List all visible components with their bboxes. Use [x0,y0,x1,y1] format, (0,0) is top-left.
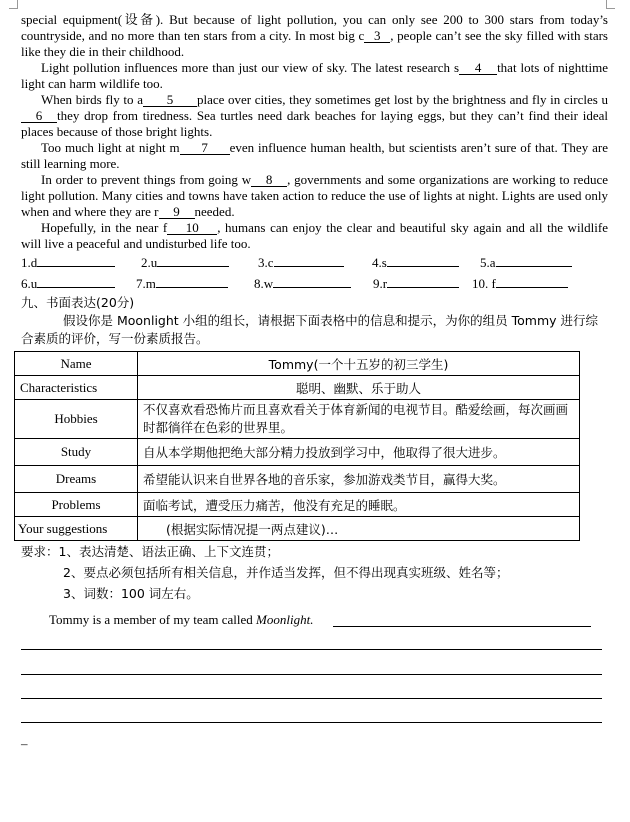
section-title: 九、书面表达(20分) [21,295,135,310]
blank-5: 5 [143,93,197,107]
passage-text: Light pollution influences more than just our view of sky. The latest research s [41,60,460,75]
answer-10 [472,275,568,292]
answer-line[interactable] [273,275,351,288]
answer-5 [480,254,572,271]
blank-8: 8 [251,173,287,187]
writing-line[interactable] [21,674,602,675]
blank-6: 6 [21,109,57,123]
answer-line[interactable] [387,254,459,267]
section-intro: 假设你是 Moonlight 小组的组长，请根据下面表格中的信息和提示，为你的组员 Tommy 进行综合素质的评价，写一份素质报告。 [21,313,599,346]
row-label-study: Study [15,439,138,466]
passage-paragraph-5 [21,172,608,220]
table-row [15,400,580,439]
passage-text: special equipment(设备). But because of light pollution, you can only see 200 to 300 stars from today’s countryside, and no more than ten stars from a city. In most big c [21,12,608,43]
answer-label: 3.c [258,255,274,270]
passage-text: , governments and some organizations are working to reduce light pollution. Many cities and towns have taken action to reduce the use of lights at night. Lights are used only when and where they are r [21,172,608,219]
answer-label: 6.u [21,276,38,291]
answer-8 [254,275,351,292]
requirement-3: 3、词数：100 词左右。 [63,586,199,601]
passage-text: Hopefully, in the near f [41,220,168,235]
trailing-mark: – [21,736,28,751]
answer-3 [258,254,344,271]
passage-text: In order to prevent things from going w [41,172,252,187]
document-page [18,12,608,604]
row-label-name: Name [15,352,138,376]
answer-line[interactable] [496,254,572,267]
table-row [15,352,580,376]
passage-text: needed. [194,204,235,219]
answer-label: 5.a [480,255,496,270]
writing-line-first[interactable] [333,626,591,627]
writing-line[interactable] [21,698,602,699]
passage-paragraph-1 [21,12,608,60]
row-label-suggestions: Your suggestions [15,517,138,541]
table-row [15,466,580,493]
table-row [15,517,580,541]
row-label-characteristics: Characteristics [15,376,138,400]
answer-line[interactable] [157,254,229,267]
writing-start-italic: Moonlight. [256,612,314,627]
passage-text: they drop from tiredness. Sea turtles need dark beaches for laying eggs, but they can’t find their ideal places because of those bright lights. [21,108,608,139]
answer-label: 7.m [136,276,156,291]
writing-start-line [49,612,313,628]
answer-row-1 [21,252,608,273]
answer-label: 8.w [254,276,274,291]
table-row [15,376,580,400]
row-value-characteristics: 聪明、幽默、乐于助人 [138,376,580,400]
passage-text: even influence human health, but scientists aren’t sure of that. They are still learning more. [21,140,608,171]
passage-paragraph-3 [21,92,608,140]
writing-start-text: Tommy is a member of my team called [49,612,257,627]
table-row [15,493,580,517]
writing-line[interactable] [21,722,602,723]
answer-label: 9.r [373,276,388,291]
passage-text: Too much light at night m [41,140,180,155]
row-label-hobbies: Hobbies [15,400,138,439]
passage-text: , humans can enjoy the clear and beautiful sky again and all the wildlife will live a peaceful and undisturbed life too. [21,220,608,251]
passage-paragraph-6 [21,220,608,252]
info-table [14,351,580,541]
blank-10: 10 [167,221,217,235]
requirement-1: 要求：1、表达清楚、语法正确、上下文连贯； [21,544,279,559]
passage-text: that lots of nighttime light can harm wildlife too. [21,60,608,91]
answer-label: 1.d [21,255,38,270]
table-row [15,439,580,466]
answer-label: 2.u [141,255,158,270]
answer-line[interactable] [496,275,568,288]
answer-1 [21,254,115,271]
answer-row-2 [21,273,608,294]
blank-4: 4 [459,61,497,75]
writing-line[interactable] [21,649,602,650]
page-corner-mark-right [606,0,615,9]
passage-text: place over cities, they sometimes get lost by the brightness and fly in circles u [196,92,608,107]
blank-9: 9 [159,205,195,219]
answer-line[interactable] [274,254,344,267]
passage-text: When birds fly to a [41,92,143,107]
blank-3: 3 [364,29,390,43]
blank-7: 7 [180,141,230,155]
answer-6 [21,275,115,292]
answer-label: 4.s [372,255,387,270]
answer-line[interactable] [37,275,115,288]
passage-paragraph-2 [21,60,608,92]
answer-line[interactable] [156,275,228,288]
answer-line[interactable] [37,254,115,267]
row-label-dreams: Dreams [15,466,138,493]
answer-2 [141,254,229,271]
row-value-name: Tommy(一个十五岁的初三学生) [138,352,580,376]
row-value-suggestions: (根据实际情况提一两点建议)… [138,517,580,541]
row-value-problems: 面临考试，遭受压力痛苦，他没有充足的睡眠。 [138,493,580,517]
row-value-study: 自从本学期他把绝大部分精力投放到学习中，他取得了很大进步。 [138,439,580,466]
answer-4 [372,254,459,271]
row-label-problems: Problems [15,493,138,517]
answer-label: 10. f [472,276,496,291]
answer-line[interactable] [387,275,459,288]
row-value-hobbies: 不仅喜欢看恐怖片而且喜欢看关于体育新闻的电视节目。酷爱绘画，每次画画时都徜徉在色彩的世界里。 [138,400,580,439]
answer-7 [136,275,228,292]
answer-9 [373,275,459,292]
page-corner-mark-left [9,0,18,9]
passage-text: , people can’t see the sky filled with stars like they die in their childhood. [21,28,608,59]
row-value-dreams: 希望能认识来自世界各地的音乐家，参加游戏类节目，赢得大奖。 [138,466,580,493]
passage-paragraph-4 [21,140,608,172]
requirement-2: 2、要点必须包括所有相关信息，并作适当发挥，但不得出现真实班级、姓名等； [63,565,509,580]
